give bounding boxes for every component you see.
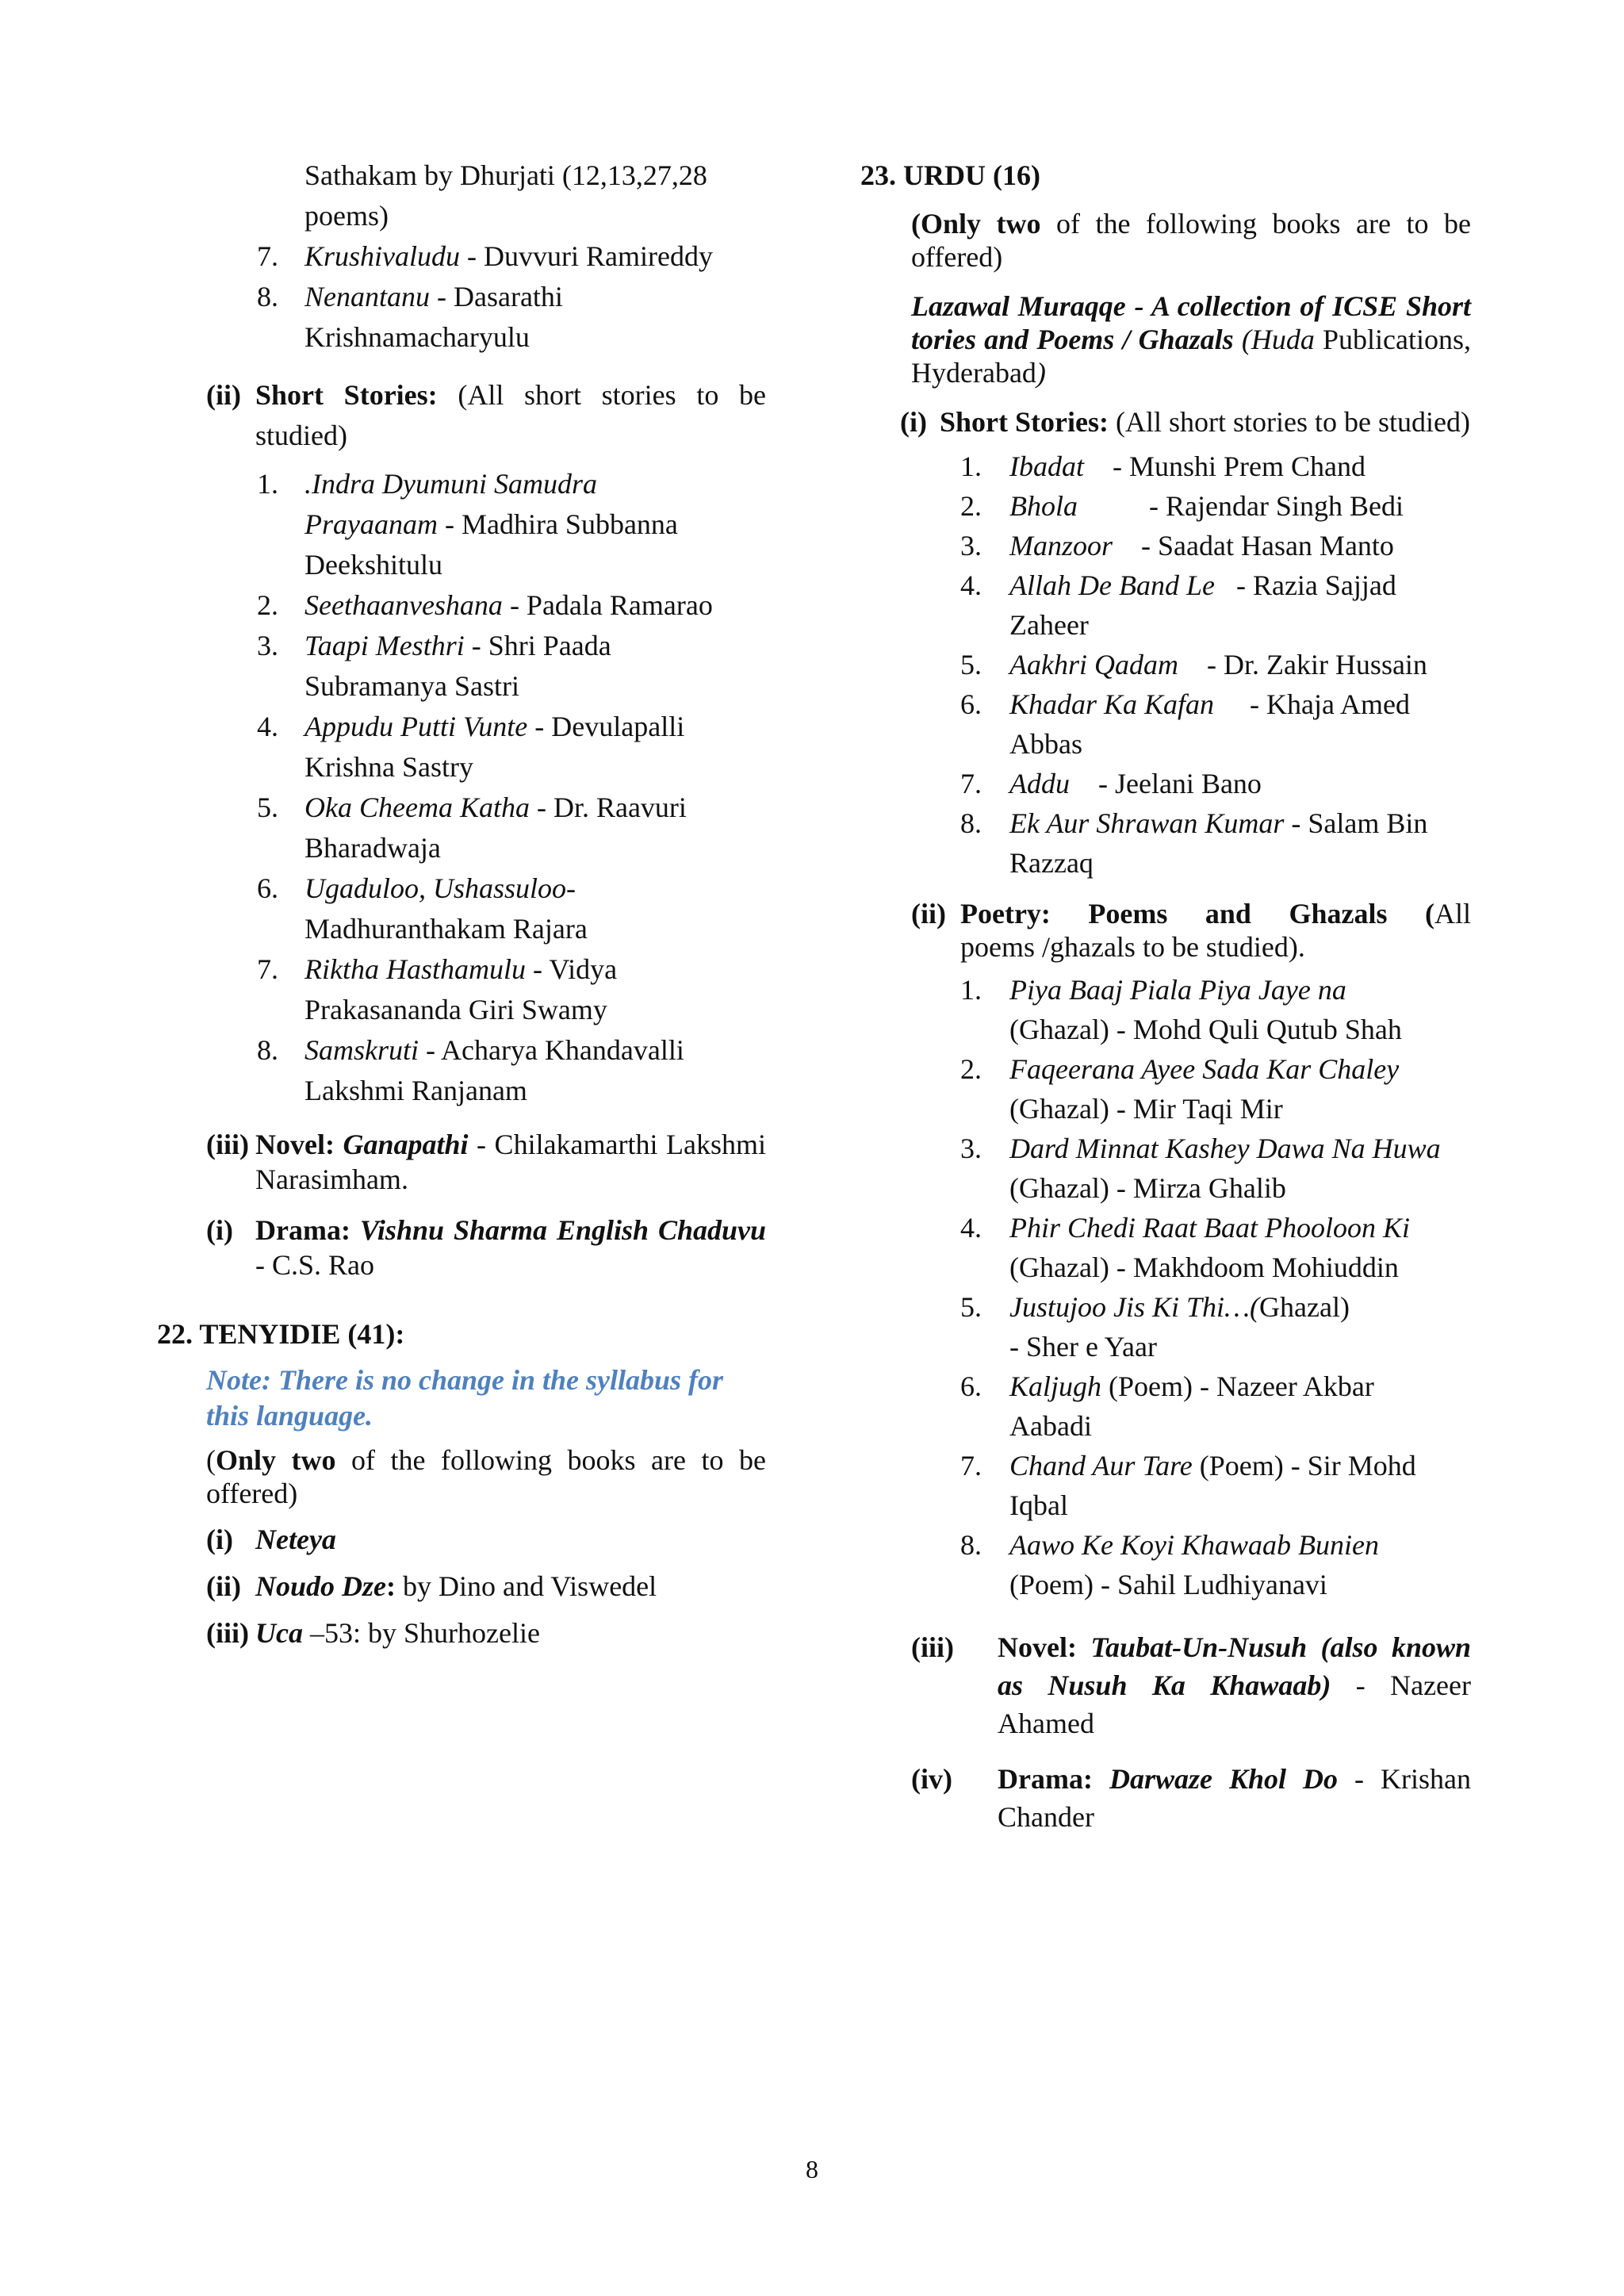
item-number: 7. [257, 240, 278, 272]
section-title: Short Stories: [940, 406, 1109, 438]
collection-pub-open: (Huda [1233, 324, 1315, 355]
list-item [155, 277, 766, 358]
item-author: (Ghazal) - Mir Taqi Mir [1009, 1093, 1283, 1125]
list-item [860, 1366, 1471, 1446]
item-author-cont: Razzaq [1009, 847, 1094, 879]
item-number: 6. [960, 1370, 982, 1402]
item-author: - Saadat Hasan Manto [1113, 530, 1394, 562]
item-title: Justujoo Jis Ki Thi…( [1009, 1291, 1260, 1323]
item-author: - Shri Paada [464, 630, 611, 661]
book-title: Ganapathi [343, 1129, 469, 1160]
item-number: 6. [257, 872, 278, 904]
item-title: Addu [1009, 768, 1070, 799]
item-author: - Salam Bin [1284, 807, 1428, 839]
item-author: - Rajendar Singh Bedi [1078, 490, 1404, 522]
list-item [860, 684, 1471, 764]
item-author: - Dasarathi [430, 281, 563, 312]
book-author: - Chilakamarthi Lakshmi Narasimham. [255, 1129, 766, 1195]
tenyidie-heading: 22. TENYIDIE (41): [157, 1318, 405, 1350]
item-author: - Jeelani Bano [1070, 768, 1262, 799]
book-label: (i) [206, 1524, 233, 1555]
poetry-list [860, 970, 1471, 1604]
book-title: Noudo Dze [255, 1570, 387, 1602]
urdu-heading: 23. URDU (16) [860, 159, 1040, 191]
book-title: Taubat-Un-Nusuh (also known as Nusuh Ka Khawaab) [998, 1631, 1471, 1701]
page-number: 8 [806, 2155, 818, 2183]
item-title: Khadar Ka Kafan [1009, 688, 1215, 720]
item-author: - Razia Sajjad [1214, 569, 1396, 601]
item-title: Allah De Band Le [1009, 569, 1215, 601]
item-author-cont: Krishna Sastry [304, 751, 473, 783]
item-number: 6. [960, 688, 982, 720]
list-item [155, 707, 766, 788]
item-author: (Ghazal) - Mirza Ghalib [1009, 1172, 1286, 1204]
item-author-cont: Bharadwaja [304, 832, 441, 864]
item-number: 7. [257, 953, 278, 985]
poetry-section [860, 897, 1471, 964]
book-title: Neteya [255, 1524, 336, 1555]
item-number: 2. [960, 1053, 982, 1085]
item-title: Piya Baaj Piala Piya Jaye na [1009, 974, 1346, 1006]
list-item [860, 803, 1471, 883]
novel-section [860, 1628, 1471, 1742]
list-item [155, 585, 766, 626]
item-author: - Acharya Khandavalli [419, 1034, 684, 1066]
item-author-cont: Abbas [1009, 728, 1082, 760]
drama-section [155, 1213, 766, 1282]
list-item [860, 1049, 1471, 1129]
book-label: (iii) [206, 1617, 249, 1649]
section-label: (iii) [206, 1129, 249, 1160]
item-author: (Ghazal) - Makhdoom Mohiuddin [1009, 1251, 1399, 1283]
item-number: 4. [960, 1212, 982, 1244]
list-item [155, 464, 766, 585]
book-title: Darwaze Khol Do [1109, 1763, 1339, 1795]
item-author: - Munshi Prem Chand [1084, 450, 1365, 482]
item-author: - Dr. Zakir Hussain [1178, 649, 1427, 680]
item-number: 1. [257, 468, 278, 500]
item-title: Dard Minnat Kashey Dawa Na Huwa [1009, 1133, 1441, 1164]
book-author: - Krishan Chander [998, 1763, 1472, 1833]
item-title-cont: Prayaanam [304, 508, 438, 540]
section-title: Novel: [255, 1129, 335, 1160]
offer-bold: (Only two [911, 208, 1041, 240]
list-item [860, 447, 1471, 486]
item-title: Appudu Putti Vunte [304, 711, 528, 742]
section-label: (ii) [911, 898, 946, 930]
item-number: 4. [257, 711, 278, 742]
item-author-cont: Prakasananda Giri Swamy [304, 994, 607, 1025]
book-collection [860, 289, 1471, 389]
item-number: 3. [257, 630, 278, 661]
item-title: Chand Aur Tare [1009, 1450, 1193, 1481]
list-item [155, 1030, 766, 1111]
book-item [155, 1520, 766, 1560]
list-item [860, 1208, 1471, 1287]
item-title: Bhola [1009, 490, 1078, 522]
item-author-cont: Madhuranthakam Rajara [304, 913, 588, 945]
left-column [155, 155, 766, 1654]
list-item [860, 1525, 1471, 1604]
item-title: Samskruti [304, 1034, 419, 1066]
item-title: Oka Cheema Katha [304, 792, 530, 823]
list-item [860, 526, 1471, 565]
list-item [860, 645, 1471, 684]
book-title: Vishnu Sharma English Chaduvu [359, 1214, 767, 1246]
syllabus-note: Note: There is no change in the syllabus for this language. [206, 1364, 724, 1432]
item-author: - Dr. Raavuri [529, 792, 687, 823]
item-author: - Sher e Yaar [1009, 1331, 1157, 1363]
section-title: Poetry: Poems and Ghazals ( [960, 898, 1434, 930]
book-title: Uca [255, 1617, 303, 1649]
item-number: 7. [960, 768, 982, 799]
item-title: Ugaduloo, Ushassuloo [304, 872, 567, 904]
item-author: - [566, 872, 576, 904]
item-author: Iqbal [1009, 1489, 1068, 1521]
section-label: (iv) [911, 1763, 952, 1795]
continued-item [155, 155, 766, 236]
item-number: 3. [960, 530, 982, 562]
list-item [155, 626, 766, 707]
item-title: Manzoor [1009, 530, 1113, 562]
section-label: (i) [900, 406, 927, 438]
section-title: Novel: [998, 1631, 1077, 1663]
item-author: - Padala Ramarao [502, 589, 713, 621]
list-item [860, 1287, 1471, 1366]
short-stories-section [860, 405, 1471, 439]
novel-section [155, 1127, 766, 1197]
item-author: (Ghazal) - Mohd Quli Qutub Shah [1009, 1014, 1402, 1045]
collection-title: Lazawal Muraqqe - A collection of ICSE Short tories and Poems / Ghazals [911, 290, 1471, 355]
item-title: Phir Chedi Raat Baat Phooloon Ki [1009, 1212, 1410, 1244]
book-item [155, 1566, 766, 1607]
section-title: Drama: [255, 1214, 350, 1246]
offer-instruction [860, 207, 1471, 274]
collection-pub-close: ) [1036, 357, 1046, 389]
item-title: Kaljugh [1009, 1370, 1102, 1402]
continued-line: Sathakam by Dhurjati (12,13,27,28 [304, 159, 707, 191]
section-desc: All poems /ghazals to be studied). [960, 898, 1471, 963]
continued-line: poems) [304, 200, 389, 232]
item-number: 5. [257, 792, 278, 823]
book-item [155, 1613, 766, 1654]
book-rest: by Dino and Viswedel [396, 1570, 657, 1602]
section-title: Drama: [998, 1763, 1093, 1795]
item-title-rest: (Poem) - Nazeer Akbar [1101, 1370, 1374, 1402]
book-rest: –53: by Shurhozelie [302, 1617, 540, 1649]
short-stories-list [155, 464, 766, 1111]
list-item [155, 788, 766, 868]
section-desc: (All short stories to be studied) [255, 379, 766, 451]
section-desc: (All short stories to be studied) [1108, 406, 1470, 438]
list-item [860, 486, 1471, 526]
item-title-rest: (Poem) - Sir Mohd [1192, 1450, 1416, 1481]
item-title-rest: Ghazal) [1259, 1291, 1350, 1323]
item-author: - Duvvuri Ramireddy [460, 240, 713, 272]
item-number: 2. [960, 490, 982, 522]
list-item [155, 868, 766, 949]
item-author-cont: Lakshmi Ranjanam [304, 1075, 527, 1106]
item-author: - Madhira Subbanna [437, 508, 678, 540]
list-item [155, 236, 766, 277]
poem-list-tail [155, 236, 766, 358]
section-label: (i) [206, 1214, 233, 1246]
item-title: .Indra Dyumuni Samudra [304, 468, 597, 500]
item-title: Faqeerana Ayee Sada Kar Chaley [1009, 1053, 1400, 1085]
offer-bold: Only two [216, 1444, 336, 1476]
item-number: 8. [960, 1529, 982, 1561]
book-author: - Nazeer Ahamed [998, 1669, 1471, 1739]
section-title: Short Stories: [255, 379, 438, 411]
item-title: Taapi Mesthri [304, 630, 465, 661]
item-number: 4. [960, 569, 982, 601]
item-number: 5. [960, 1291, 982, 1323]
list-item [860, 764, 1471, 803]
item-number: 8. [960, 807, 982, 839]
list-item [155, 949, 766, 1030]
section-label: (ii) [206, 379, 241, 411]
item-number: 8. [257, 281, 278, 312]
item-number: 1. [960, 450, 982, 482]
item-author: - Khaja Amed [1214, 688, 1410, 720]
item-title: Seethaanveshana [304, 589, 503, 621]
item-title: Ibadat [1009, 450, 1084, 482]
item-author: - Devulapalli [527, 711, 685, 742]
short-stories-list [860, 447, 1471, 883]
offer-paren: ( [206, 1444, 216, 1476]
offer-instruction [155, 1443, 766, 1510]
item-number: 7. [960, 1450, 982, 1481]
drama-section [860, 1760, 1471, 1836]
list-item [860, 1446, 1471, 1525]
book-colon: : [386, 1570, 396, 1602]
item-title: Nenantanu [304, 281, 430, 312]
item-number: 3. [960, 1133, 982, 1164]
item-number: 5. [960, 649, 982, 680]
list-item [860, 970, 1471, 1049]
item-author-cont: Krishnamacharyulu [304, 321, 530, 353]
book-author: - C.S. Rao [255, 1249, 375, 1281]
item-number: 2. [257, 589, 278, 621]
item-author: (Poem) - Sahil Ludhiyanavi [1009, 1569, 1327, 1600]
item-number: 8. [257, 1034, 278, 1066]
item-author-cont: Deekshitulu [304, 549, 442, 581]
item-title: Krushivaludu [304, 240, 461, 272]
item-number: 1. [960, 974, 982, 1006]
collection-publisher: Publications, Hyderabad [911, 324, 1472, 389]
book-label: (ii) [206, 1570, 241, 1602]
item-title: Aawo Ke Koyi Khawaab Bunien [1009, 1529, 1379, 1561]
list-item [860, 565, 1471, 645]
section-label: (iii) [911, 1631, 954, 1663]
offer-rest: of the following books are to be offered) [206, 1444, 766, 1509]
item-title: Riktha Hasthamulu [304, 953, 526, 985]
item-author: Aabadi [1009, 1410, 1092, 1442]
list-item [860, 1129, 1471, 1208]
item-title: Aakhri Qadam [1009, 649, 1178, 680]
item-author: - Vidya [525, 953, 618, 985]
short-stories-section [155, 375, 766, 456]
item-author-cont: Zaheer [1009, 609, 1089, 641]
item-title: Ek Aur Shrawan Kumar [1009, 807, 1285, 839]
offer-rest: of the following books are to be offered) [911, 208, 1471, 273]
item-author-cont: Subramanya Sastri [304, 670, 519, 702]
right-column [860, 155, 1471, 1836]
